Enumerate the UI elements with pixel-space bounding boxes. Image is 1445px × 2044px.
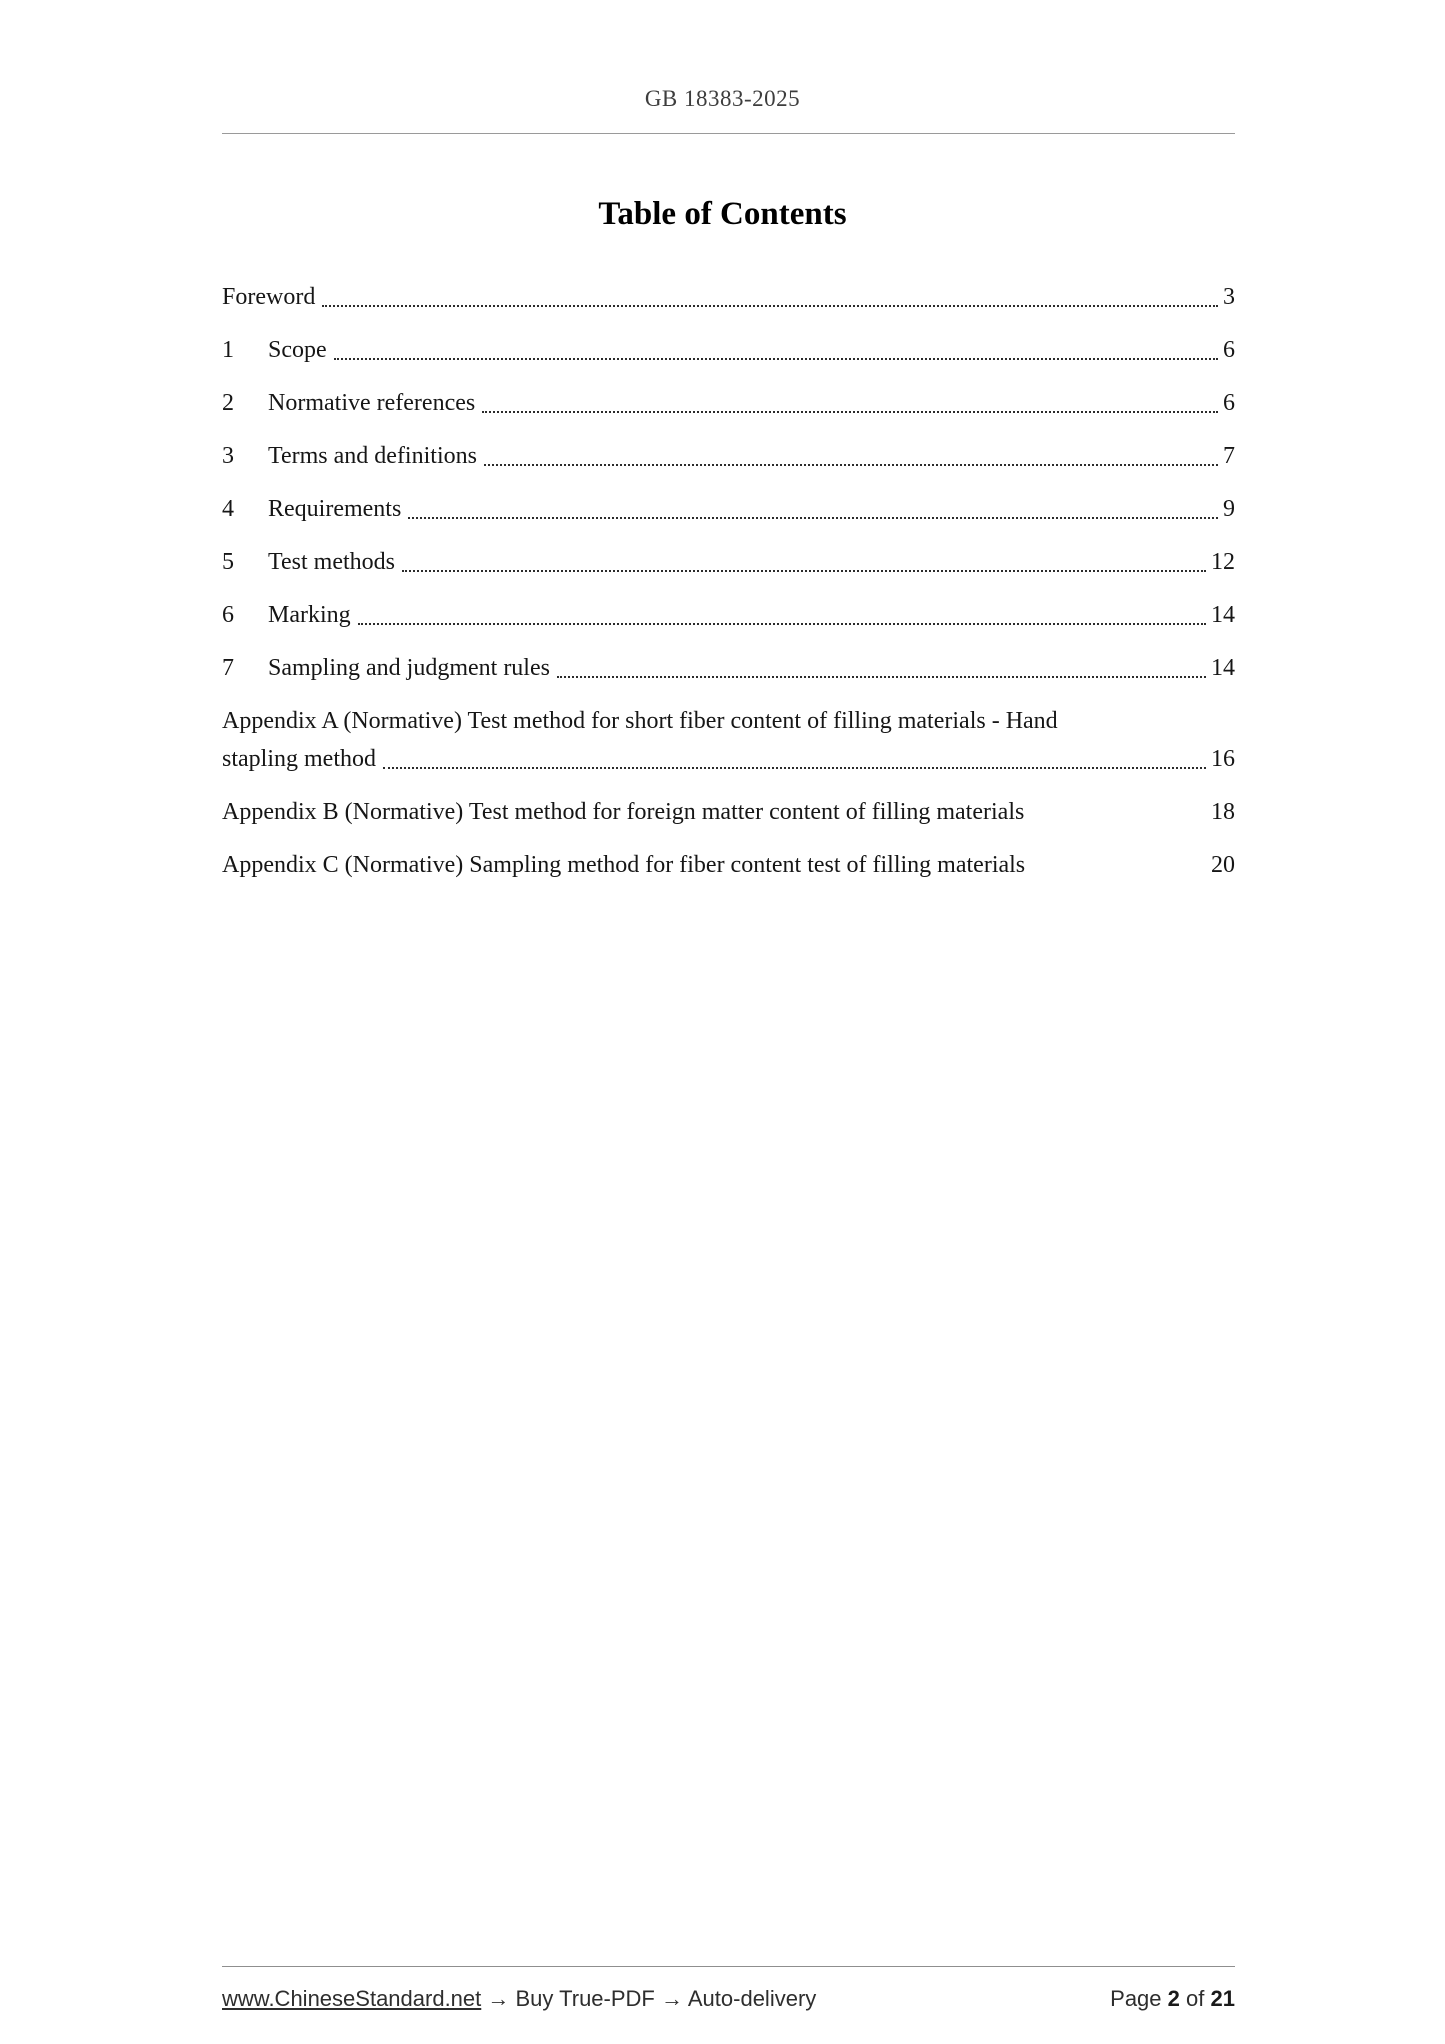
footer-page-label: Page (1110, 1986, 1162, 2011)
toc-entry-page: 3 (1223, 284, 1235, 310)
footer-website-link[interactable]: www.ChineseStandard.net (222, 1986, 482, 2011)
footer-divider (222, 1966, 1235, 1967)
footer-of-label: of (1186, 1986, 1205, 2011)
toc-entry-label: stapling method (222, 746, 376, 772)
toc-entry-number: 3 (222, 443, 234, 469)
toc-entry-appendix-a-line1 (222, 702, 1235, 740)
toc-entry-terms-definitions (222, 437, 1235, 475)
toc-entry-page: 7 (1223, 443, 1235, 469)
dot-leader (334, 358, 1218, 360)
toc-entry-label: Marking (268, 602, 351, 628)
toc-entry-page: 9 (1223, 496, 1235, 522)
dot-leader (358, 623, 1206, 625)
toc-entry-number: 2 (222, 390, 234, 416)
footer-page-current: 2 (1167, 1986, 1180, 2011)
footer-left (222, 1986, 816, 2012)
page-footer (222, 1986, 1235, 2012)
toc-entry-number: 5 (222, 549, 234, 575)
toc-entry-page: 14 (1211, 602, 1235, 628)
dot-leader (322, 305, 1218, 307)
toc-entry-page: 14 (1211, 655, 1235, 681)
toc-entry-label: Sampling and judgment rules (268, 655, 550, 681)
document-code: GB 18383-2025 (644, 86, 801, 111)
toc-entry-label: Foreword (222, 284, 316, 310)
toc-entry-number: 6 (222, 602, 234, 628)
dot-leader (482, 411, 1218, 413)
toc-entry-page: 6 (1223, 337, 1235, 363)
toc-entry-normative-references (222, 384, 1235, 422)
toc-entry-foreword (222, 278, 1235, 316)
footer-tagline: → Buy True-PDF → Auto-delivery (487, 1986, 817, 2011)
toc-entry-appendix-a-line2 (222, 740, 1235, 778)
toc-entry-requirements (222, 490, 1235, 528)
toc-entry-label: Appendix C (Normative) Sampling method for fiber content test of filling materials (222, 852, 1026, 878)
toc-entry-label: Appendix B (Normative) Test method for foreign matter content of filling materials (222, 799, 1025, 825)
page-title: Table of Contents (598, 196, 847, 232)
toc-entry-page: 6 (1223, 390, 1235, 416)
toc-entry-label: Appendix A (Normative) Test method for short fiber content of filling materials - Hand (222, 708, 1058, 734)
toc-entry-page: 20 (1211, 852, 1235, 878)
toc-entry-page: 18 (1211, 799, 1235, 825)
toc-entry-label: Scope (268, 337, 327, 363)
dot-leader (402, 570, 1206, 572)
toc-entry-marking (222, 596, 1235, 634)
table-of-contents (222, 278, 1235, 899)
toc-entry-number: 4 (222, 496, 234, 522)
toc-entry-number: 1 (222, 337, 234, 363)
toc-entry-page: 12 (1211, 549, 1235, 575)
dot-leader (557, 676, 1206, 678)
toc-entry-appendix-c (222, 846, 1235, 884)
dot-leader (383, 767, 1206, 769)
toc-entry-appendix-b (222, 793, 1235, 831)
dot-leader (484, 464, 1218, 466)
toc-entry-label: Terms and definitions (268, 443, 477, 469)
toc-entry-scope (222, 331, 1235, 369)
header-divider (222, 133, 1235, 134)
toc-entry-sampling-judgment (222, 649, 1235, 687)
footer-page-total: 21 (1210, 1986, 1235, 2011)
toc-entry-test-methods (222, 543, 1235, 581)
toc-entry-page: 16 (1211, 746, 1235, 772)
toc-entry-label: Normative references (268, 390, 476, 416)
toc-entry-label: Requirements (268, 496, 402, 522)
toc-entry-number: 7 (222, 655, 234, 681)
toc-entry-label: Test methods (268, 549, 395, 575)
footer-page-indicator (1110, 1986, 1235, 2012)
dot-leader (408, 517, 1218, 519)
